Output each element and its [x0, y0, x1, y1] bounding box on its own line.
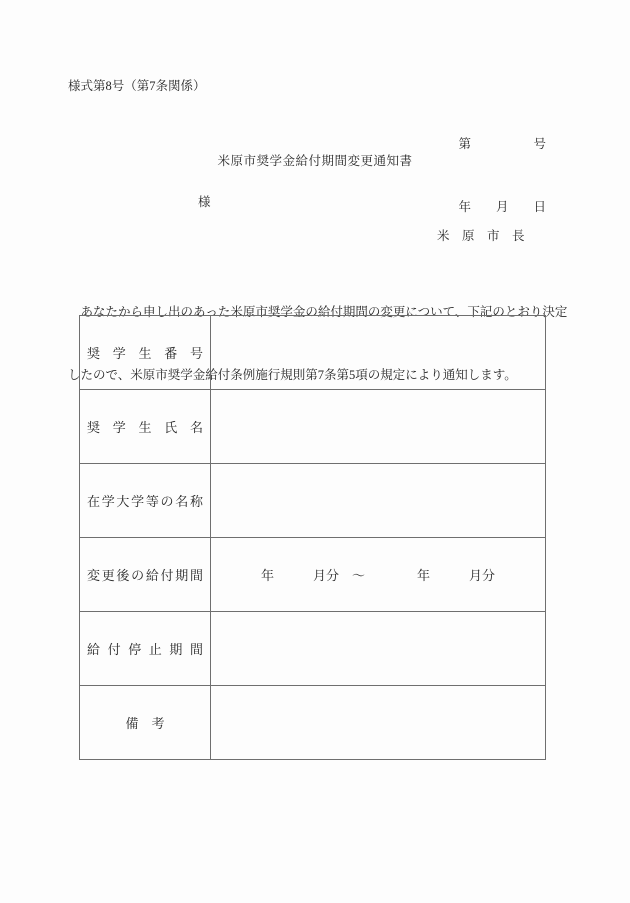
- row-label-scholar-name: 奨学生氏名: [80, 390, 211, 464]
- row-label-remarks: 備 考: [80, 686, 211, 760]
- doc-date-line: 年 月 日: [458, 200, 546, 214]
- row-label-university-name: 在学大学等の名称: [80, 464, 211, 538]
- notice-table: [79, 315, 546, 760]
- table-row-payment-suspension-period: [80, 612, 546, 686]
- document-title: 米原市奨学金給付期間変更通知書: [217, 154, 413, 168]
- table-row-remarks: [80, 686, 546, 760]
- row-value-payment-suspension-period: [211, 612, 546, 686]
- table-row-scholar-number: [80, 316, 546, 390]
- table-row-changed-payment-period: [80, 538, 546, 612]
- addressee-suffix: 様: [198, 195, 211, 209]
- sender-mayor-label: 米 原 市 長: [437, 229, 525, 243]
- form-number-label: 様式第8号（第7条関係）: [68, 79, 206, 93]
- row-value-university-name: [211, 464, 546, 538]
- doc-number-line: 第 号: [458, 137, 546, 151]
- row-label-changed-payment-period: 変更後の給付期間: [80, 538, 211, 612]
- body-line-1: あなたから申し出のあった米原市奨学金の給付期間の変更について、下記のとおり決定: [68, 305, 568, 319]
- row-label-scholar-number: 奨学生番号: [80, 316, 211, 390]
- row-value-changed-payment-period: 年 月分 ～ 年 月分: [211, 538, 546, 612]
- row-label-payment-suspension-period: 給付停止期間: [80, 612, 211, 686]
- row-value-remarks: [211, 686, 546, 760]
- table-row-scholar-name: [80, 390, 546, 464]
- table-row-university-name: [80, 464, 546, 538]
- row-value-scholar-number: [211, 316, 546, 390]
- row-value-scholar-name: [211, 390, 546, 464]
- body-line-2: したので、米原市奨学金給付条例施行規則第7条第5項の規定により通知します。: [68, 368, 517, 382]
